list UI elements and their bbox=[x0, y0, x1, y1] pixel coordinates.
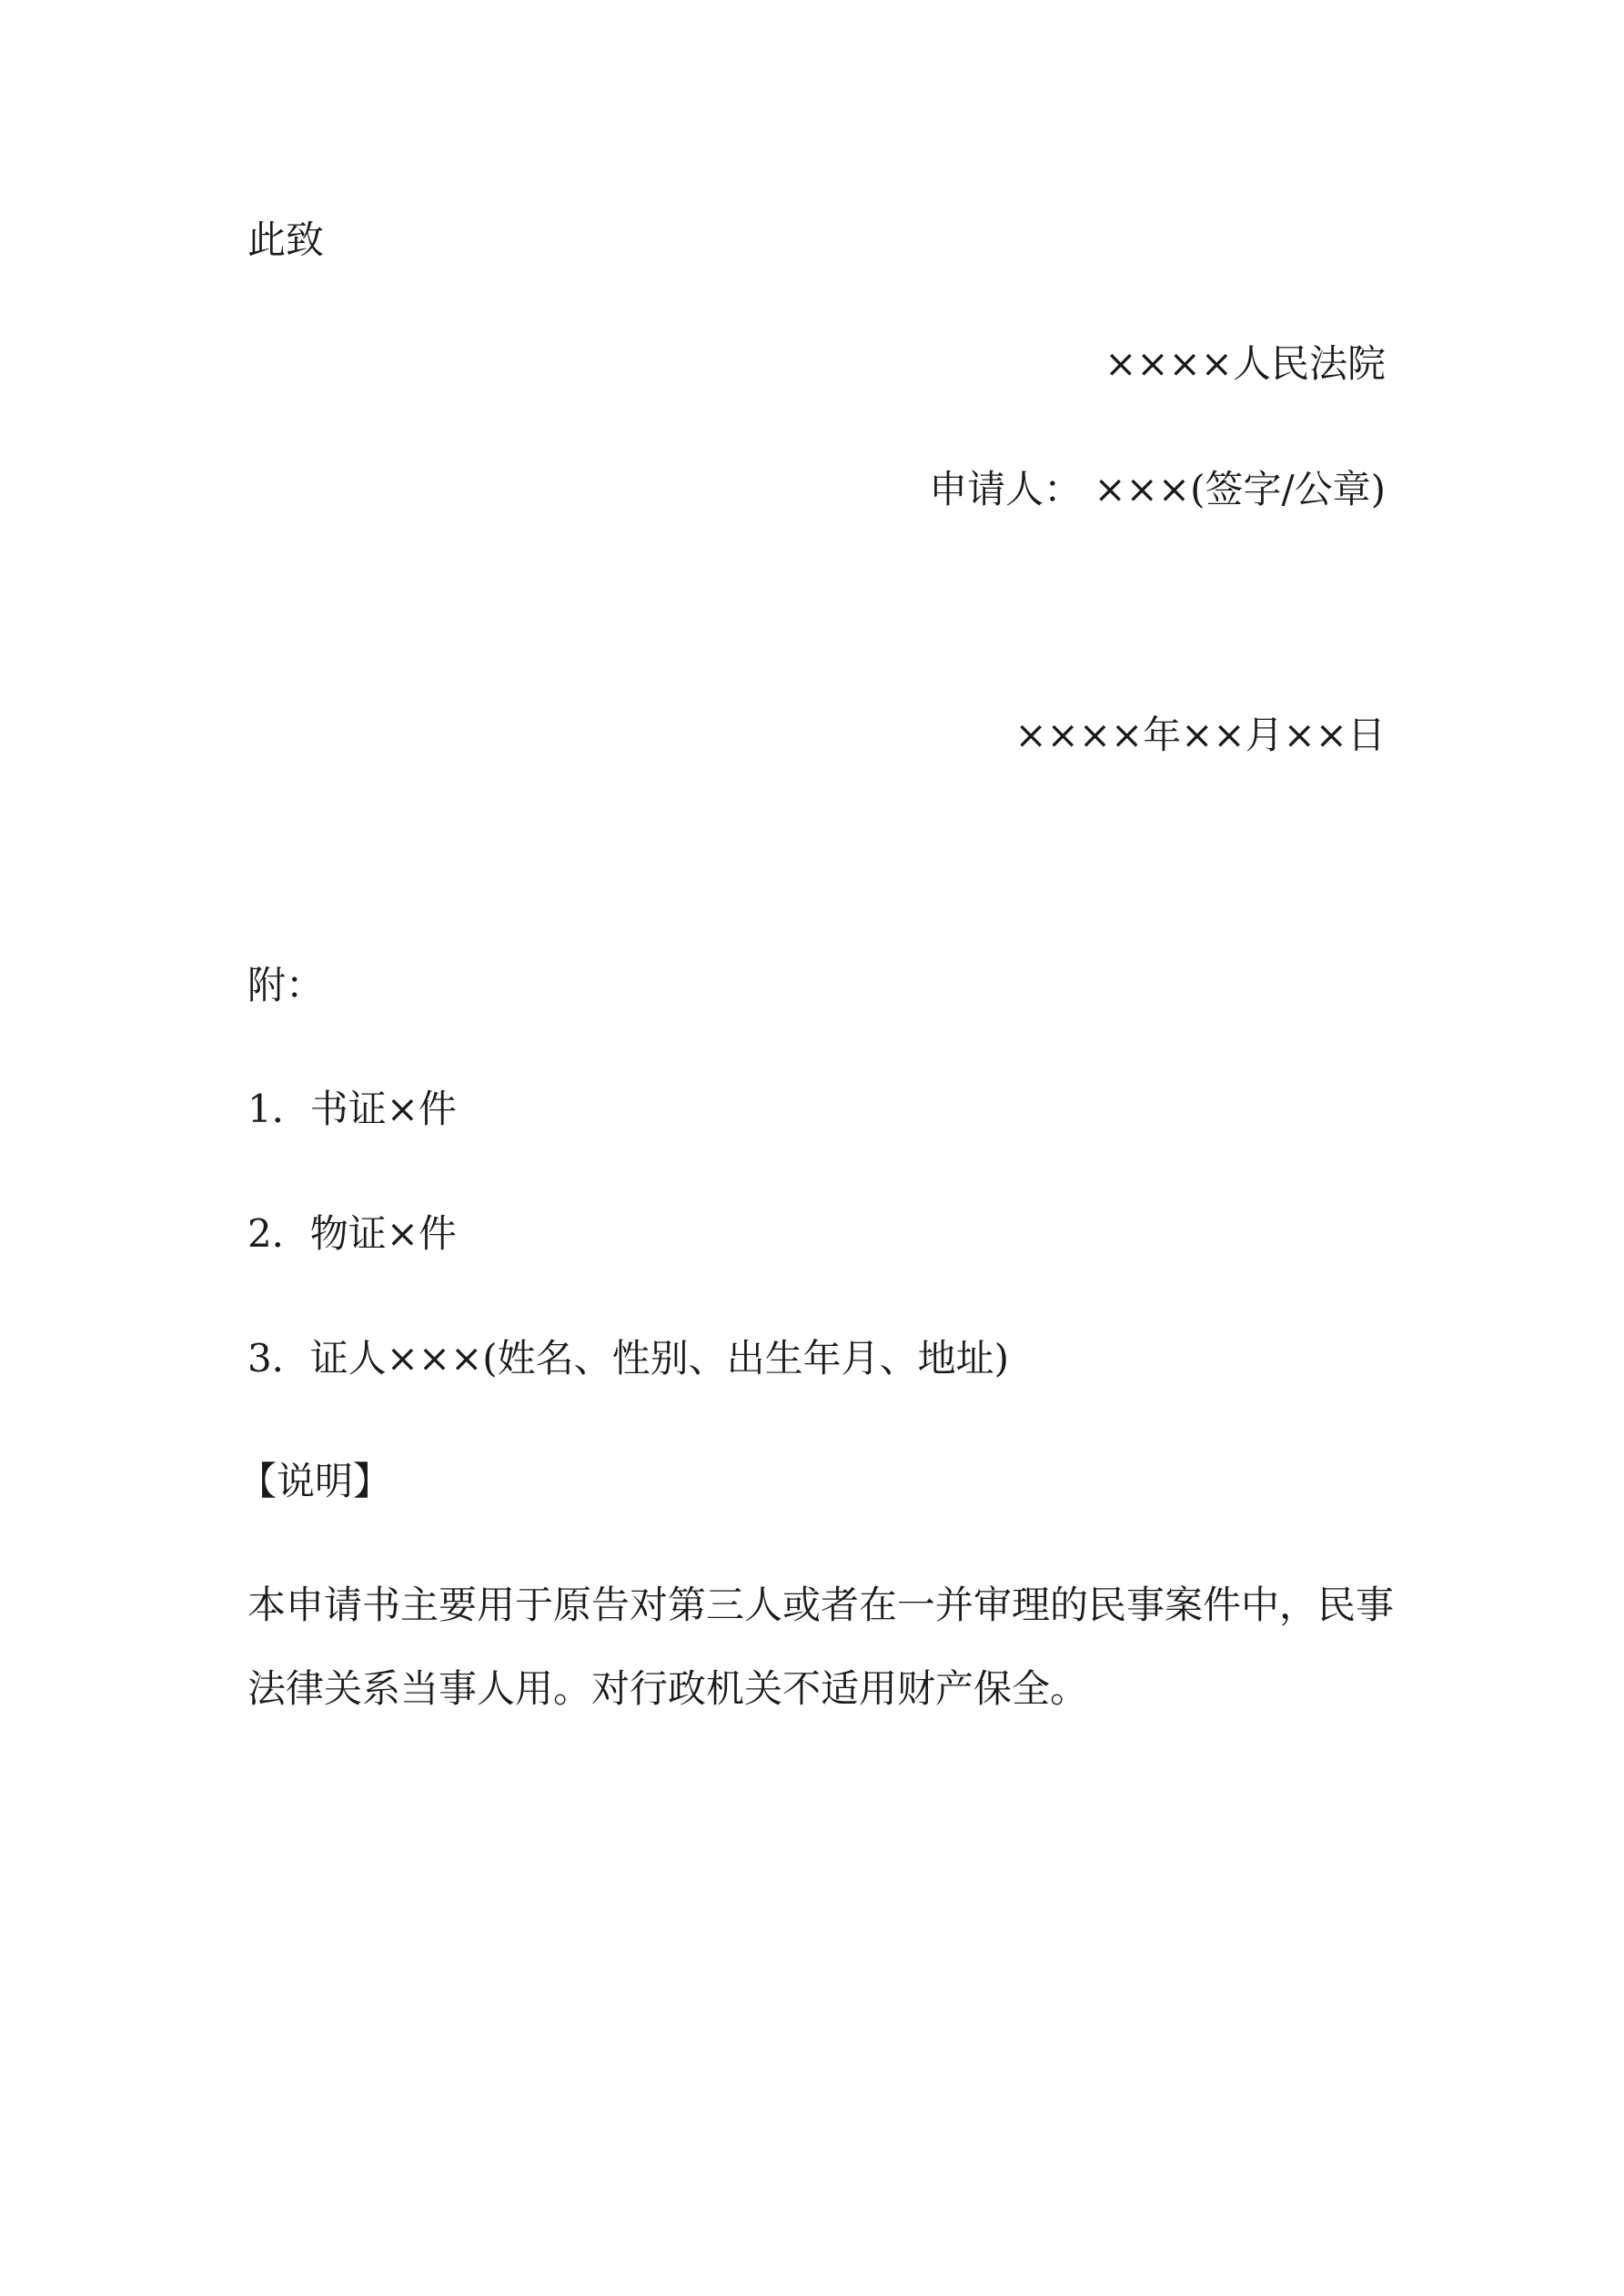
attachment-item: 1．书证×件 bbox=[247, 1087, 457, 1131]
attachments-heading: 附： bbox=[247, 963, 325, 1007]
note-paragraph-line: 本申请书主要用于原告对第三人或者在一并审理的民事案件中，民事 bbox=[247, 1583, 1395, 1627]
attachment-item: 3．证人×××(姓名、性别、出生年月、地址) bbox=[247, 1336, 1010, 1381]
date-line: ××××年××月××日 bbox=[1014, 713, 1386, 757]
note-heading: 【说明】 bbox=[238, 1459, 392, 1503]
salutation: 此致 bbox=[247, 217, 325, 262]
applicant-signature-line: 申请人： ×××(签字/公章) bbox=[929, 467, 1386, 511]
attachment-item: 2．物证×件 bbox=[247, 1211, 457, 1256]
note-paragraph-line: 法律关系当事人用。对行政机关不适用财产保全。 bbox=[247, 1666, 1089, 1711]
addressee-court: ××××人民法院 bbox=[1105, 341, 1386, 386]
